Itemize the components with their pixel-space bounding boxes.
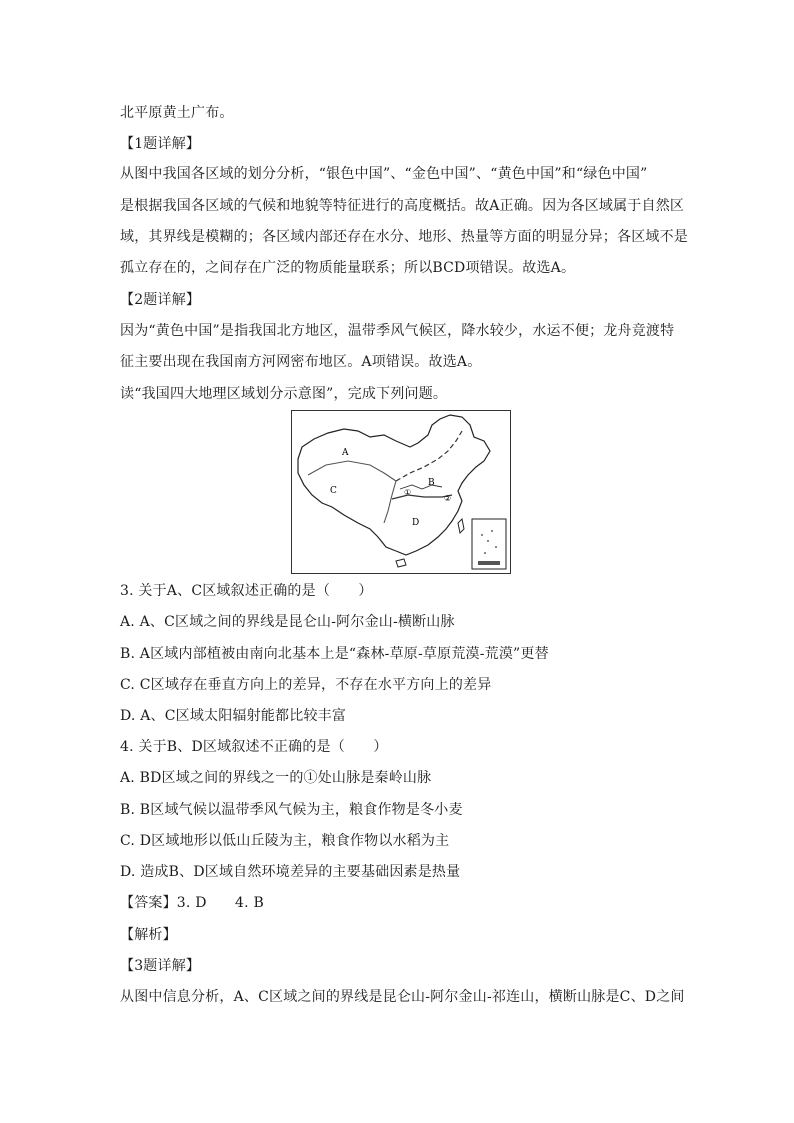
analysis-heading: 【解析】: [120, 927, 177, 943]
hainan-island: [396, 559, 406, 567]
section-heading: 【3题详解】: [120, 958, 201, 974]
text-line: 孤立存在的，之间存在广泛的物质能量联系；所以BCD项错误。故选A。: [120, 260, 576, 276]
option-3c: C. C区域存在垂直方向上的差异，不存在水平方向上的差异: [120, 677, 492, 693]
option-3d: D. A、C区域太阳辐射能都比较丰富: [120, 708, 347, 724]
boundary-a-c: [308, 461, 396, 481]
section-heading: 【1题详解】: [120, 136, 201, 152]
option-4a: A. BD区域之间的界线之一的①处山脉是秦岭山脉: [120, 770, 432, 786]
map-marker-1: ①: [404, 488, 412, 497]
map-label-a: A: [342, 448, 349, 458]
section-heading: 【2题详解】: [120, 292, 201, 308]
map-label-c: C: [330, 486, 337, 496]
option-3a: A. A、C区域之间的界线是昆仑山-阿尔金山-横断山脉: [120, 614, 455, 630]
question-intro: 读“我国四大地理区域划分示意图”，完成下列问题。: [120, 386, 448, 402]
text-line: 是根据我国各区域的气候和地貌等特征进行的高度概括。故A正确。因为各区域属于自然区: [120, 198, 685, 214]
text-line: 从图中信息分析，A、C区域之间的界线是昆仑山-阿尔金山-祁连山，横断山脉是C、D之间: [120, 989, 685, 1005]
text-line: 域，其界线是模糊的；各区域内部还存在水分、地形、热量等方面的明显分异；各区域不是: [120, 229, 688, 245]
answer-line: 【答案】3. D 4. B: [120, 895, 264, 911]
china-outline: [298, 415, 490, 555]
boundary-c-d: [384, 481, 396, 523]
option-4c: C. D区域地形以低山丘陵为主，粮食作物以水稻为主: [120, 833, 450, 849]
text-line: 因为“黄色中国”是指我国北方地区，温带季风气候区，降水较少，水运不便；龙舟竞渡特: [120, 323, 675, 339]
text-line: 北平原黄土广布。: [120, 105, 234, 121]
option-3b: B. A区域内部植被由南向北基本上是“森林-草原-草原荒漠-荒漠”更替: [120, 646, 549, 662]
map-marker-2: ②: [444, 494, 452, 503]
option-4d: D. 造成B、D区域自然环境差异的主要基础因素是热量: [120, 864, 461, 880]
text-line: 征主要出现在我国南方河网密布地区。A项错误。故选A。: [120, 354, 482, 370]
question-4: 4. 关于B、D区域叙述不正确的是（ ）: [120, 739, 388, 755]
boundary-b-d: [392, 495, 452, 499]
taiwan-island: [458, 519, 464, 533]
china-regions-map: [291, 410, 511, 574]
option-4b: B. B区域气候以温带季风气候为主，粮食作物是冬小麦: [120, 802, 463, 818]
question-3: 3. 关于A、C区域叙述正确的是（ ）: [120, 583, 373, 599]
map-label-d: D: [412, 518, 420, 528]
map-label-b: B: [428, 478, 435, 488]
text-line: 从图中我国各区域的划分分析，“银色中国”、“金色中国”、“黄色中国”和“绿色中国”: [120, 166, 648, 182]
boundary-a-b-dashed: [396, 431, 462, 481]
